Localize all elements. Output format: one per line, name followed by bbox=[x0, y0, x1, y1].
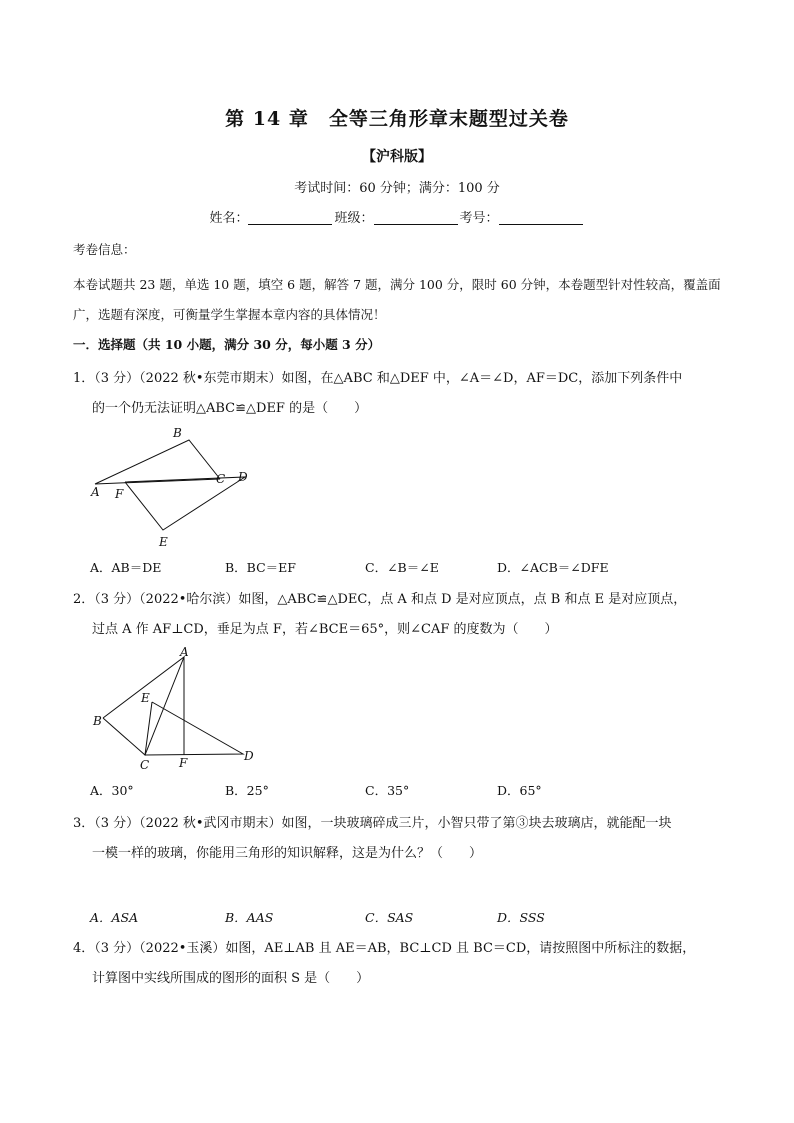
q1-option-b[interactable]: B．BC＝EF bbox=[225, 560, 296, 575]
q2-triangle-abc bbox=[103, 657, 184, 755]
q2-label-e: E bbox=[141, 691, 150, 705]
q3-option-a[interactable]: A．ASA bbox=[90, 910, 139, 925]
exam-info: 考试时间：60 分钟；满分：100 分 bbox=[294, 181, 500, 196]
name-blank[interactable] bbox=[248, 210, 332, 225]
question-3-line1: 3．（3 分）（2022 秋•武冈市期末）如图，一块玻璃碎成三片，小智只带了第③块去玻璃店，就能配一块 bbox=[73, 816, 672, 831]
q2-label-f: F bbox=[179, 756, 188, 770]
question-4-line2: 计算图中实线所围成的图形的面积 S 是（ ） bbox=[92, 971, 370, 986]
question-1-line2: 的一个仍无法证明△ABC≌△DEF 的是（ ） bbox=[92, 401, 368, 416]
question-3-line2: 一模一样的玻璃，你能用三角形的知识解释，这是为什么？（ ） bbox=[92, 846, 483, 861]
question-2-line1: 2．（3 分）（2022•哈尔滨）如图，△ABC≌△DEC，点 A 和点 D 是对应顶点，点 B 和点 E 是对应顶点， bbox=[73, 592, 687, 607]
q1-option-d[interactable]: D．∠ACB＝∠DFE bbox=[497, 560, 609, 575]
section-heading: 一．选择题（共 10 小题，满分 30 分，每小题 3 分） bbox=[73, 337, 381, 352]
question-1 bbox=[73, 364, 723, 424]
q1-label-e: E bbox=[159, 535, 168, 549]
q2-option-b[interactable]: B．25° bbox=[225, 783, 269, 798]
question-1-figure bbox=[85, 422, 265, 552]
edition-label: 【沪科版】 bbox=[362, 149, 432, 165]
question-2-line2: 过点 A 作 AF⊥CD，垂足为点 F，若∠BCE＝65°，则∠CAF 的度数为（ ） bbox=[92, 622, 558, 637]
q1-triangle-def bbox=[125, 477, 245, 530]
q1-triangle-abc bbox=[95, 440, 220, 484]
question-2 bbox=[73, 585, 723, 645]
question-4 bbox=[73, 934, 723, 994]
q1-option-a[interactable]: A．AB＝DE bbox=[90, 560, 162, 575]
student-id-line bbox=[0, 207, 794, 226]
name-label: 姓名： bbox=[209, 211, 249, 226]
q1-base-line bbox=[95, 479, 220, 484]
q1-label-d: D bbox=[238, 470, 248, 484]
q1-label-a: A bbox=[91, 485, 100, 499]
q2-label-b: B bbox=[93, 714, 102, 728]
q1-label-b: B bbox=[173, 426, 182, 440]
number-blank[interactable] bbox=[499, 210, 583, 225]
q3-option-b[interactable]: B．AAS bbox=[225, 910, 274, 925]
q2-option-a[interactable]: A．30° bbox=[90, 783, 134, 798]
q1-label-c: C bbox=[216, 472, 226, 486]
q2-label-c: C bbox=[140, 758, 150, 772]
question-4-line1: 4．（3 分）（2022•玉溪）如图，AE⊥AB 且 AE＝AB，BC⊥CD 且 BC＝CD，请按照图中所标注的数据， bbox=[73, 941, 696, 956]
q2-triangle-dec bbox=[145, 702, 243, 755]
info-heading: 考卷信息： bbox=[73, 242, 136, 257]
page-title: 第 14 章 全等三角形章末题型过关卷 bbox=[225, 108, 569, 130]
number-label: 考号： bbox=[459, 211, 499, 226]
class-label: 班级： bbox=[334, 211, 374, 226]
q3-option-d[interactable]: D．SSS bbox=[497, 910, 545, 925]
q2-label-a: A bbox=[180, 645, 189, 659]
q2-option-d[interactable]: D．65° bbox=[497, 783, 542, 798]
question-1-line1: 1．（3 分）（2022 秋•东莞市期末）如图，在△ABC 和△DEF 中，∠A＝∠D，AF＝DC，添加下列条件中 bbox=[73, 371, 683, 386]
q2-label-d: D bbox=[244, 749, 254, 763]
class-blank[interactable] bbox=[374, 210, 458, 225]
q1-label-f: F bbox=[115, 487, 124, 501]
q1-option-c[interactable]: C．∠B＝∠E bbox=[365, 560, 439, 575]
question-2-figure bbox=[85, 645, 265, 775]
q2-option-c[interactable]: C．35° bbox=[365, 783, 410, 798]
question-3 bbox=[73, 809, 723, 869]
q3-option-c[interactable]: C．SAS bbox=[365, 910, 414, 925]
info-body: 本卷试题共 23 题，单选 10 题，填空 6 题，解答 7 题，满分 100 分，限时 60 分钟，本卷题型针对性较高，覆盖面广，选题有深度，可衡量学生掌握本章内容的具体情况！ bbox=[73, 277, 721, 322]
